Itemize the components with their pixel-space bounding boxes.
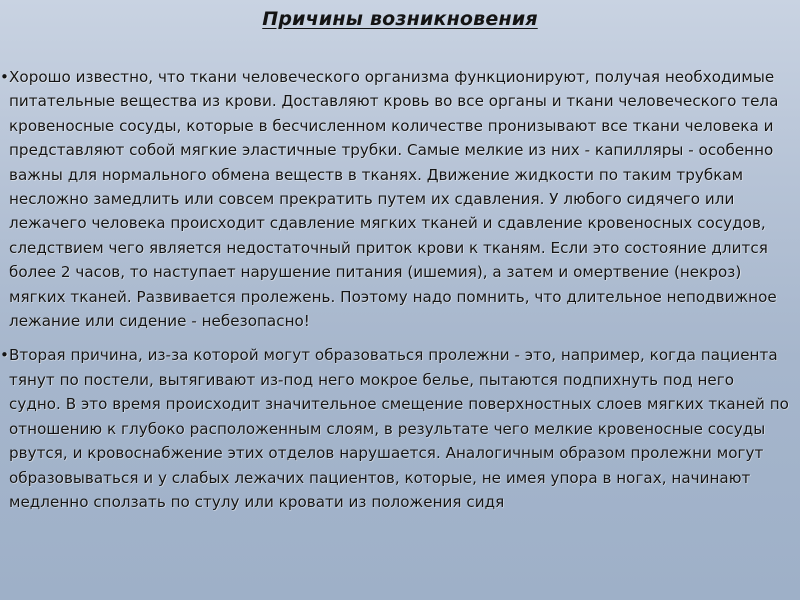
paragraph-2 [0,343,790,514]
paragraph-1 [0,65,790,333]
slide-title: Причины возникновения [262,8,538,30]
bullet-icon: • [0,68,9,86]
slide-body [0,65,790,524]
paragraph-2-text: Вторая причина, из-за которой могут образоваться пролежни - это, например, когда пациента тянут по постели, вытягивают из-под него мокрое белье, пытаются подпихнуть под него судно. В это время происходит значительное смещение поверхностных слоев мягких тканей по отношению к глубоко расположенным слоям, в результате чего мелкие кровеносные сосуды рвутся, и кровоснабжение этих отделов нарушается. Аналогичным образом пролежни могут образовываться и у слабых лежачих пациентов, которые, не имея упора в ногах, начинают медленно сползать по стулу или кровати из положения сидя [9,346,789,511]
bullet-icon: • [0,346,9,365]
paragraph-1-text: Хорошо известно, что ткани человеческого организма функционируют, получая необходимые питательные вещества из крови. Доставляют кровь во все органы и ткани человеческого тела кровеносные сосуды, которые в бесчисленном количестве пронизывают все ткани человека и представляют собой мягкие эластичные трубки. Самые мелкие из них - капилляры - особенно важны для нормального обмена веществ в тканях. Движение жидкости по таким трубкам несложно замедлить или совсем прекратить путем их сдавления. У любого сидячего или лежачего человека происходит сдавление мягких тканей и сдавление кровеносных сосудов, следствием чего является недостаточный приток крови к тканям. Если это состояние длится более 2 часов, то наступает нарушение питания (ишемия), а затем и омертвение (некроз) мягких тканей. Развивается пролежень. Поэтому надо помнить, что длительное неподвижное лежание или сидение - небезопасно! [9,68,779,331]
